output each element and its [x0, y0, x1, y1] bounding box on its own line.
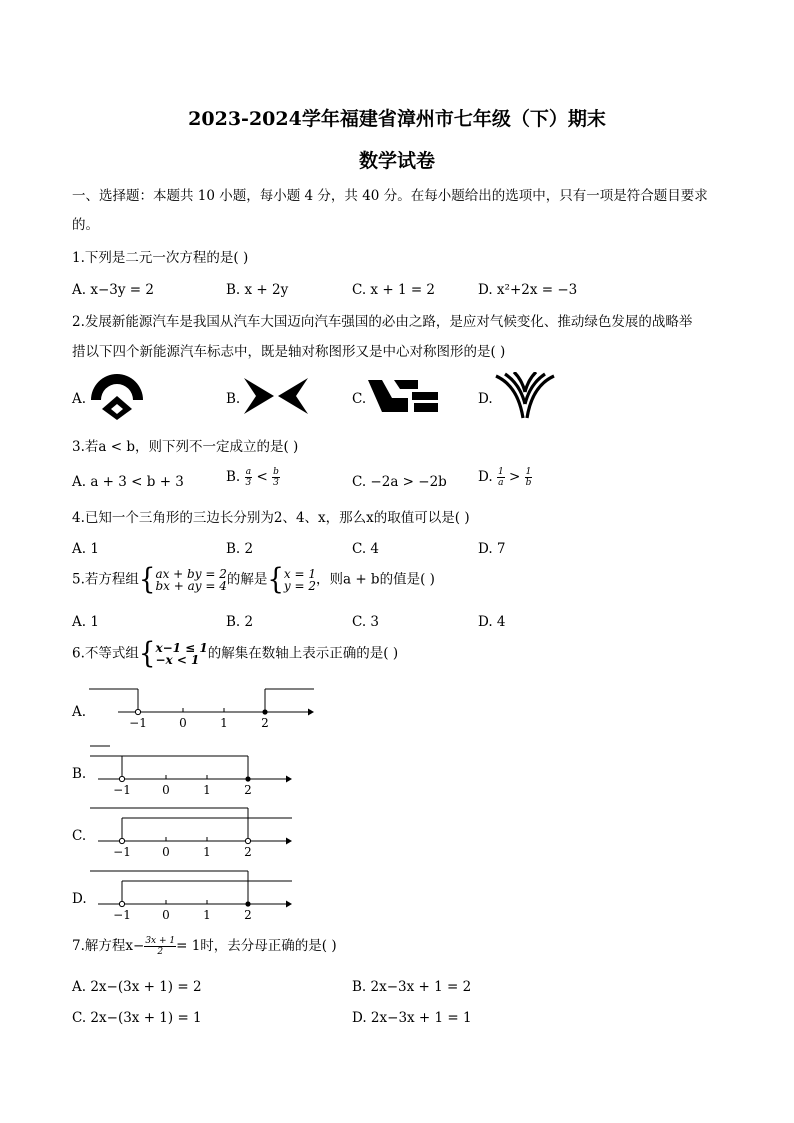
- q4-option-d: D. 7: [478, 541, 506, 557]
- fraction: [144, 936, 176, 957]
- q6-stem: [72, 637, 399, 671]
- numerator: a: [245, 467, 252, 477]
- q5-option-a: A. 1: [72, 614, 99, 630]
- q2-stem-line2: 措以下四个新能源汽车标志中，既是轴对称图形又是中心对称图形的是( ): [72, 344, 506, 360]
- tick-label: 2: [261, 716, 269, 730]
- denominator: 3: [273, 478, 279, 488]
- q4-option-b: B. 2: [226, 541, 254, 557]
- q2-option-c-label: C.: [352, 391, 367, 407]
- number-line-c: [88, 804, 300, 858]
- tick-label: −1: [113, 783, 131, 796]
- denominator: b: [525, 478, 532, 488]
- q2-stem-line1: 2.发展新能源汽车是我国从汽车大国迈向汽车强国的必由之路，是应对气候变化、推动绿色发展的战略举: [72, 314, 693, 330]
- q4-stem: 4.已知一个三角形的三边长分别为2、4、x，那么x的取值可以是( ): [72, 510, 470, 526]
- denominator: a: [498, 478, 504, 488]
- section-header-line1: 一、选择题：本题共 10 小题，每小题 4 分，共 40 分。在每小题给出的选项中，只有一项是符合题目要求: [72, 188, 708, 204]
- number-line-d: [88, 867, 300, 921]
- q3-option-d: [478, 467, 532, 488]
- page-subtitle: 数学试卷: [358, 150, 435, 172]
- tick-label: −1: [129, 716, 147, 730]
- equation-2: bx + ay = 4: [155, 579, 227, 593]
- equation-1: ax + by = 2: [155, 567, 227, 581]
- q5-prefix: 5.若方程组: [72, 571, 139, 588]
- tick-label: 2: [244, 783, 252, 796]
- inequality-1: x−1 ≤ 1: [155, 641, 208, 655]
- q3-option-b-label: B.: [226, 469, 241, 485]
- denominator: 2: [157, 947, 164, 957]
- brace: {: [138, 563, 156, 597]
- q5-stem: [72, 563, 435, 597]
- logo-c-icon: [368, 380, 438, 412]
- numerator: 1: [525, 467, 532, 477]
- q5-suffix: ，则a + b的值是( ): [315, 571, 435, 588]
- tick-label: 2: [244, 845, 252, 858]
- q2-option-a-label: A.: [72, 391, 87, 407]
- q1-option-c: C. x + 1 = 2: [352, 282, 436, 298]
- q6-option-b-label: B.: [72, 766, 87, 782]
- q7-stem: [72, 936, 337, 957]
- fraction: [272, 467, 280, 488]
- fraction: [525, 467, 533, 488]
- denominator: 3: [245, 478, 252, 488]
- q1-option-a: A. x−3y = 2: [72, 282, 154, 298]
- logo-d-icon: [494, 372, 556, 420]
- q5-option-d: D. 4: [478, 614, 506, 630]
- fraction: [497, 467, 505, 488]
- tick-label: 1: [203, 908, 211, 921]
- relation: <: [256, 469, 268, 485]
- logo-a-icon: [88, 372, 146, 420]
- tick-label: 1: [203, 845, 211, 858]
- equation-system: [155, 568, 226, 592]
- q7-option-d: D. 2x−3x + 1 = 1: [352, 1010, 472, 1026]
- number-line-a: [88, 684, 320, 730]
- page-title: 2023-2024学年福建省漳州市七年级（下）期末: [188, 108, 606, 130]
- q5-option-c: C. 3: [352, 614, 380, 630]
- section-header-line2: 的。: [72, 217, 99, 233]
- solution-1: x = 1: [283, 567, 316, 581]
- q6-option-d-label: D.: [72, 891, 87, 907]
- q3-option-c: C. −2a > −2b: [352, 474, 447, 490]
- tick-label: −1: [113, 845, 131, 858]
- q3-stem: 3.若a < b，则下列不一定成立的是( ): [72, 439, 299, 455]
- q3-option-a: A. a + 3 < b + 3: [72, 474, 184, 490]
- tick-label: −1: [113, 908, 131, 921]
- q4-option-a: A. 1: [72, 541, 99, 557]
- inequality-system: [155, 642, 207, 666]
- q6-suffix: 的解集在数轴上表示正确的是( ): [207, 645, 399, 662]
- numerator: b: [273, 467, 279, 477]
- tick-label: 1: [220, 716, 228, 730]
- q1-option-d: D. x²+2x = −3: [478, 282, 578, 298]
- q1-stem: 1.下列是二元一次方程的是( ): [72, 250, 249, 266]
- q2-option-b-label: B.: [226, 391, 241, 407]
- tick-label: 2: [244, 908, 252, 921]
- solution-2: y = 2: [283, 579, 316, 593]
- tick-label: 1: [203, 783, 211, 796]
- q6-prefix: 6.不等式组: [72, 645, 139, 662]
- tick-label: 0: [162, 845, 170, 858]
- q7-prefix: 7.解方程x−: [72, 938, 145, 954]
- tick-label: 0: [162, 783, 170, 796]
- q1-option-b: B. x + 2y: [226, 282, 289, 298]
- inequality-2: −x < 1: [155, 653, 200, 667]
- q4-option-c: C. 4: [352, 541, 380, 557]
- q2-option-d-label: D.: [478, 391, 493, 407]
- relation: >: [508, 469, 521, 485]
- tick-label: 0: [179, 716, 187, 730]
- fraction: [245, 467, 253, 488]
- number-line-b: [88, 742, 300, 796]
- q7-option-b: B. 2x−3x + 1 = 2: [352, 979, 472, 995]
- q6-option-c-label: C.: [72, 828, 87, 844]
- q5-middle: 的解是: [226, 571, 268, 588]
- q7-suffix: = 1时，去分母正确的是( ): [176, 938, 337, 954]
- q6-option-a-label: A.: [72, 704, 87, 720]
- logo-b-icon: [244, 378, 308, 414]
- solution-system: [284, 568, 316, 592]
- q3-option-d-label: D.: [478, 469, 493, 485]
- q7-option-a: A. 2x−(3x + 1) = 2: [72, 979, 202, 995]
- q7-option-c: C. 2x−(3x + 1) = 1: [72, 1010, 202, 1026]
- brace: {: [138, 637, 156, 671]
- numerator: 1: [497, 467, 504, 477]
- brace: {: [267, 563, 284, 597]
- q5-option-b: B. 2: [226, 614, 254, 630]
- numerator: 3x + 1: [145, 936, 176, 946]
- q3-option-b: [226, 467, 280, 488]
- tick-label: 0: [162, 908, 170, 921]
